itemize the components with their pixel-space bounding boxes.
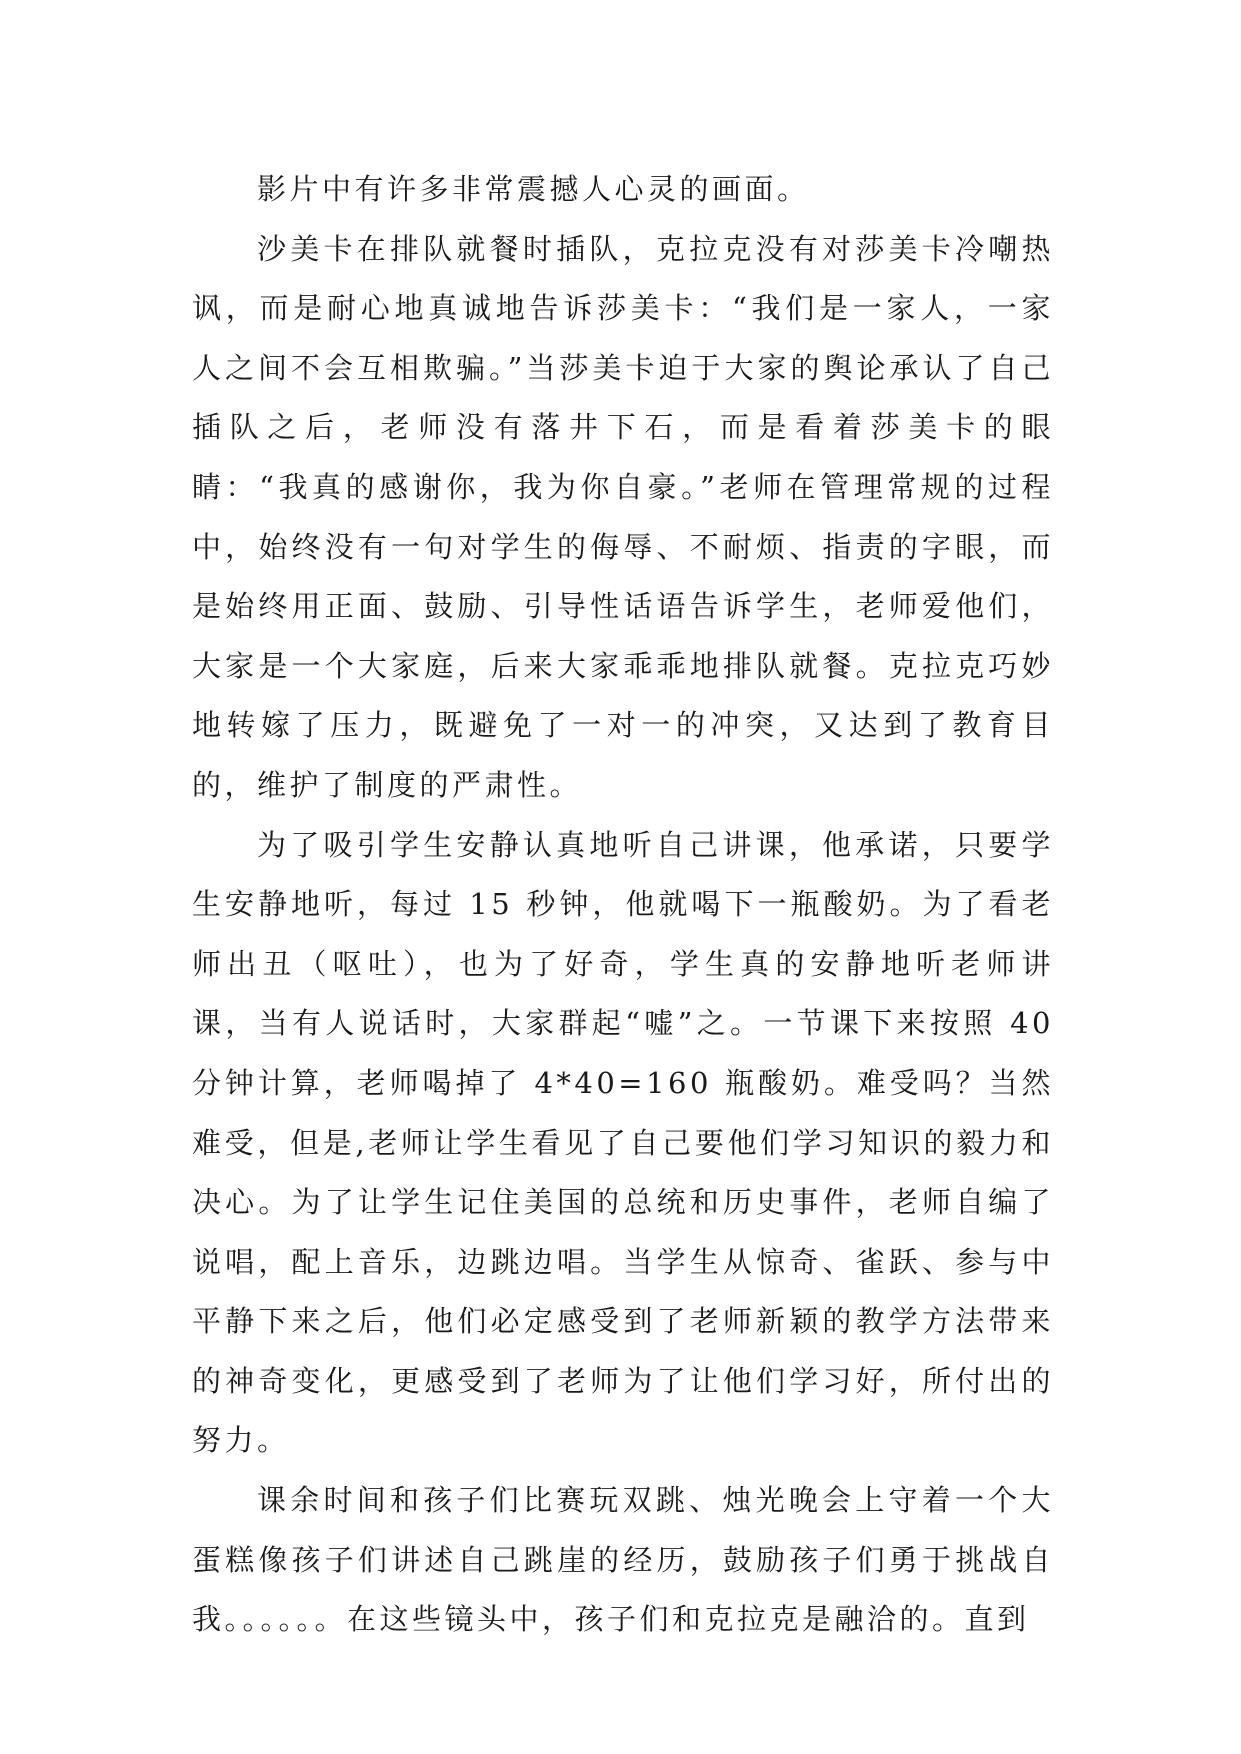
paragraph-4: 课余时间和孩子们比赛玩双跳、烛光晚会上守着一个大蛋糕像孩子们讲述自己跳崖的经历，鼓励孩子们勇于挑战自我。。。。。。在这些镜头中，孩子们和克拉克是融洽的。直到: [192, 1483, 1054, 1637]
document-body: [192, 160, 1054, 1650]
paragraph-1: 影片中有许多非常震撼人心灵的画面。: [257, 172, 810, 206]
paragraph-2: 沙美卡在排队就餐时插队，克拉克没有对莎美卡冷嘲热讽，而是耐心地真诚地告诉莎美卡：“我们是一家人，一家人之间不会互相欺骗。”当莎美卡迫于大家的舆论承认了自己插队之后，老师没有落井下石，而是看着莎美卡的眼睛：“我真的感谢你，我为你自豪。”老师在管理常规的过程中，始终没有一句对学生的侮辱、不耐烦、指责的字眼，而是始终用正面、鼓励、引导性话语告诉学生，老师爱他们，大家是一个大家庭，后来大家乖乖地排队就餐。克拉克巧妙地转嫁了压力，既避免了一对一的冲突，又达到了教育目的，维护了制度的严肃性。: [192, 231, 1054, 802]
paragraph-3: 为了吸引学生安静认真地听自己讲课，他承诺，只要学生安静地听，每过 15 秒钟，他就喝下一瓶酸奶。为了看老师出丑（呕吐），也为了好奇，学生真的安静地听老师讲课，当有人说话时，大家群起“嘘”之。一节课下来按照 40 分钟计算，老师喝掉了 4*40=160 瓶酸奶。难受吗？当然难受，但是,老师让学生看见了自己要他们学习知识的毅力和决心。为了让学生记住美国的总统和历史事件，老师自编了说唱，配上音乐，边跳边唱。当学生从惊奇、雀跃、参与中平静下来之后，他们必定感受到了老师新颖的教学方法带来的神奇变化，更感受到了老师为了让他们学习好，所付出的努力。: [192, 827, 1054, 1458]
